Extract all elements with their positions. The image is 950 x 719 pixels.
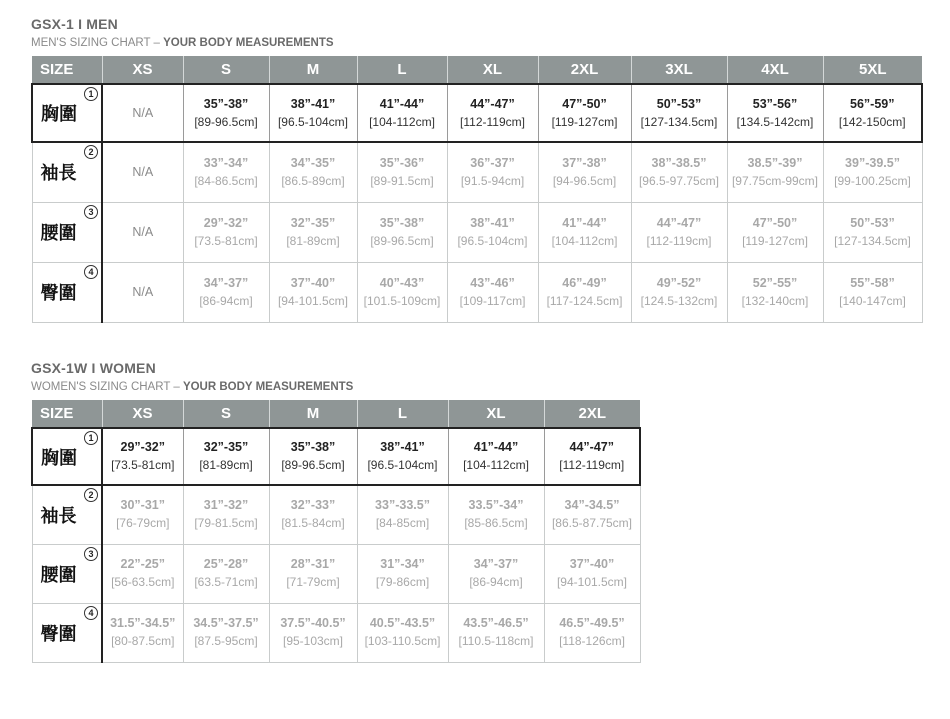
not-available: N/A xyxy=(132,225,154,239)
size-cell xyxy=(269,603,357,662)
cm-range: [89-96.5cm] xyxy=(370,233,434,248)
measurement-number-badge: 4 xyxy=(84,265,98,279)
inch-range: 43.5”-46.5” xyxy=(463,616,529,630)
inch-range: 34”-34.5” xyxy=(564,498,620,513)
table-row xyxy=(32,262,922,322)
cm-range: [56-63.5cm] xyxy=(111,575,175,589)
inch-range: 29”-32” xyxy=(120,440,165,454)
cm-range: [117-124.5cm] xyxy=(546,293,623,308)
cm-range: [73.5-81cm] xyxy=(194,233,258,248)
inch-range: 37”-40” xyxy=(290,275,336,290)
cm-range: [96.5-104cm] xyxy=(457,233,528,248)
cm-range: [89-91.5cm] xyxy=(370,173,434,188)
size-cell xyxy=(357,428,448,485)
inch-range: 33”-33.5” xyxy=(375,498,430,513)
measurement-number-badge: 1 xyxy=(84,87,98,101)
size-cell xyxy=(357,544,448,603)
cm-range: [142-150cm] xyxy=(838,114,906,129)
cm-range: [132-140cm] xyxy=(741,293,809,308)
measurement-label xyxy=(32,485,102,544)
inch-range: 30”-31” xyxy=(120,498,165,513)
size-cell xyxy=(269,544,357,603)
not-available: N/A xyxy=(132,106,154,120)
cm-range: [86.5-89cm] xyxy=(281,173,345,188)
size-cell xyxy=(183,485,269,544)
measurement-label xyxy=(32,428,102,485)
inch-range: 28”-31” xyxy=(290,557,336,571)
measurement-name: 臀圍 xyxy=(40,283,77,303)
measurement-number-badge: 3 xyxy=(84,205,98,219)
cm-range: [81-89cm] xyxy=(286,233,340,248)
cm-range: [110.5-118cm] xyxy=(458,634,534,648)
cm-range: [112-119cm] xyxy=(559,458,625,472)
size-cell xyxy=(357,603,448,662)
inch-range: 33.5”-34” xyxy=(468,498,524,513)
measurement-number-badge: 2 xyxy=(84,488,98,502)
inch-range: 33”-34” xyxy=(203,155,249,170)
cm-range: [89-96.5cm] xyxy=(281,458,345,472)
cm-range: [91.5-94cm] xyxy=(460,173,525,188)
size-cell xyxy=(631,262,727,322)
cm-range: [119-127cm] xyxy=(551,114,618,129)
size-cell xyxy=(631,202,727,262)
size-cell xyxy=(102,485,183,544)
inch-range: 39”-39.5” xyxy=(845,155,900,170)
cm-range: [104-112cm] xyxy=(369,114,435,129)
size-cell xyxy=(448,485,544,544)
cm-range: [95-103cm] xyxy=(282,634,344,648)
inch-range: 40.5”-43.5” xyxy=(369,616,436,630)
inch-range: 56”-59” xyxy=(850,96,895,111)
cm-range: [85-86.5cm] xyxy=(464,516,528,531)
size-col-header: XL xyxy=(448,400,544,428)
size-cell xyxy=(183,603,269,662)
size-cell xyxy=(823,202,922,262)
size-cell xyxy=(183,142,269,202)
inch-range: 38”-41” xyxy=(380,440,425,454)
inch-range: 40”-43” xyxy=(379,275,425,290)
size-cell xyxy=(538,84,631,142)
women-header-row xyxy=(32,400,640,428)
men-title: GSX-1 I MEN xyxy=(31,16,118,32)
cm-range: [89-96.5cm] xyxy=(194,114,258,129)
measurement-name: 臀圍 xyxy=(40,623,77,644)
cm-range: [99-100.25cm] xyxy=(834,173,911,188)
men-header-row xyxy=(32,56,922,84)
cm-range: [112-119cm] xyxy=(646,233,712,248)
women-section xyxy=(31,360,641,663)
size-cell xyxy=(727,202,823,262)
inch-range: 31”-34” xyxy=(380,557,425,571)
men-subtitle-prefix: MEN'S SIZING CHART – xyxy=(31,37,164,49)
inch-range: 35”-38” xyxy=(203,96,249,111)
cm-range: [79-86cm] xyxy=(375,575,430,589)
cm-range: [104-112cm] xyxy=(551,233,618,248)
size-cell xyxy=(538,202,631,262)
size-col-header: XS xyxy=(102,400,183,428)
men-subtitle xyxy=(31,36,923,50)
size-col-header: L xyxy=(357,56,447,84)
measurement-label xyxy=(32,603,102,662)
size-cell xyxy=(447,84,538,142)
size-cell xyxy=(538,262,631,322)
size-cell xyxy=(102,603,183,662)
cm-range: [80-87.5cm] xyxy=(111,634,175,648)
size-col-header: S xyxy=(183,56,269,84)
size-cell xyxy=(102,142,183,202)
size-cell xyxy=(102,544,183,603)
measurement-number-badge: 4 xyxy=(84,606,98,620)
measurement-name: 腰圍 xyxy=(40,564,77,585)
inch-range: 38”-41” xyxy=(290,96,336,111)
cm-range: [86-94cm] xyxy=(199,293,253,308)
measurement-name: 腰圍 xyxy=(40,223,77,243)
cm-range: [124.5-132cm] xyxy=(640,293,718,308)
measurement-label xyxy=(32,202,102,262)
cm-range: [96.5-104cm] xyxy=(367,458,438,472)
size-col-header: L xyxy=(357,400,448,428)
cm-range: [71-79cm] xyxy=(286,575,340,589)
size-cell xyxy=(447,202,538,262)
women-subtitle xyxy=(31,380,641,394)
size-cell xyxy=(544,428,640,485)
measurement-number-badge: 1 xyxy=(84,431,98,445)
size-cell xyxy=(823,142,922,202)
table-row xyxy=(32,544,640,603)
inch-range: 50”-53” xyxy=(656,96,702,111)
inch-range: 44”-47” xyxy=(470,96,515,111)
cm-range: [96.5-104cm] xyxy=(277,114,349,129)
size-cell xyxy=(727,262,823,322)
cm-range: [94-101.5cm] xyxy=(277,293,349,308)
cm-range: [63.5-71cm] xyxy=(194,575,258,589)
measurement-name: 胸圍 xyxy=(41,104,77,124)
table-row xyxy=(32,142,922,202)
inch-range: 37”-38” xyxy=(562,155,607,170)
inch-range: 31.5”-34.5” xyxy=(110,616,176,630)
size-col-header: XL xyxy=(447,56,538,84)
size-col-header: 3XL xyxy=(631,56,727,84)
cm-range: [103-110.5cm] xyxy=(364,634,441,648)
size-col-header: 5XL xyxy=(823,56,922,84)
table-row xyxy=(32,202,922,262)
size-col-header: 2XL xyxy=(544,400,640,428)
size-cell xyxy=(102,202,183,262)
inch-range: 47”-50” xyxy=(752,215,798,230)
measurement-name: 胸圍 xyxy=(41,447,77,468)
inch-range: 44”-47” xyxy=(656,215,702,230)
size-cell xyxy=(448,603,544,662)
inch-range: 53”-56” xyxy=(752,96,798,111)
women-size-table xyxy=(31,400,641,663)
cm-range: [104-112cm] xyxy=(463,458,529,472)
inch-range: 32”-35” xyxy=(203,440,249,454)
cm-range: [84-86.5cm] xyxy=(194,173,258,188)
cm-range: [101.5-109cm] xyxy=(363,293,441,308)
size-cell xyxy=(269,428,357,485)
cm-range: [79-81.5cm] xyxy=(194,516,258,531)
inch-range: 55”-58” xyxy=(850,275,895,290)
table-row xyxy=(32,485,640,544)
size-cell xyxy=(538,142,631,202)
size-cell xyxy=(269,142,357,202)
size-col-header: XS xyxy=(102,56,183,84)
size-cell xyxy=(448,428,544,485)
inch-range: 34”-37” xyxy=(203,275,249,290)
size-cell xyxy=(544,485,640,544)
inch-range: 34”-37” xyxy=(473,557,519,571)
size-cell xyxy=(631,142,727,202)
size-cell xyxy=(357,262,447,322)
inch-range: 41”-44” xyxy=(473,440,519,454)
women-title: GSX-1W I WOMEN xyxy=(31,360,156,376)
inch-range: 29”-32” xyxy=(203,215,249,230)
cm-range: [94-96.5cm] xyxy=(552,173,617,188)
men-size-table xyxy=(31,56,923,323)
size-cell xyxy=(183,544,269,603)
size-cell xyxy=(631,84,727,142)
measurement-name: 袖長 xyxy=(40,505,77,526)
size-cell xyxy=(448,544,544,603)
inch-range: 50”-53” xyxy=(850,215,895,230)
cm-range: [81.5-84cm] xyxy=(281,516,345,531)
size-cell xyxy=(357,84,447,142)
inch-range: 37”-40” xyxy=(569,557,615,571)
size-col-header: M xyxy=(269,56,357,84)
size-col-header: 4XL xyxy=(727,56,823,84)
inch-range: 25”-28” xyxy=(203,557,249,571)
cm-range: [86.5-87.75cm] xyxy=(551,516,633,531)
women-subtitle-prefix: WOMEN'S SIZING CHART – xyxy=(31,381,183,393)
size-cell xyxy=(823,262,922,322)
inch-range: 46.5”-49.5” xyxy=(559,616,625,630)
size-col-header: S xyxy=(183,400,269,428)
measurement-label xyxy=(32,262,102,322)
cm-range: [112-119cm] xyxy=(460,114,525,129)
inch-range: 35”-38” xyxy=(379,215,425,230)
cm-range: [134.5-142cm] xyxy=(736,114,814,129)
cm-range: [86-94cm] xyxy=(469,575,523,589)
cm-range: [127-134.5cm] xyxy=(640,114,718,129)
inch-range: 22”-25” xyxy=(120,557,165,571)
cm-range: [94-101.5cm] xyxy=(556,575,628,589)
size-cell xyxy=(269,84,357,142)
inch-range: 32”-33” xyxy=(290,498,336,513)
cm-range: [119-127cm] xyxy=(742,233,808,248)
measurement-label xyxy=(32,84,102,142)
size-cell xyxy=(447,262,538,322)
inch-range: 44”-47” xyxy=(569,440,614,454)
table-row xyxy=(32,428,640,485)
inch-range: 47”-50” xyxy=(562,96,607,111)
inch-range: 46”-49” xyxy=(562,275,607,290)
size-cell xyxy=(823,84,922,142)
inch-range: 41”-44” xyxy=(562,215,607,230)
size-cell xyxy=(269,485,357,544)
size-cell xyxy=(102,84,183,142)
size-cell xyxy=(447,142,538,202)
measurement-name: 袖長 xyxy=(40,163,77,184)
size-cell xyxy=(727,84,823,142)
inch-range: 35”-38” xyxy=(290,440,336,454)
size-cell xyxy=(183,84,269,142)
measurement-number-badge: 2 xyxy=(84,145,98,159)
cm-range: [97.75cm-99cm] xyxy=(731,173,819,188)
size-cell xyxy=(357,202,447,262)
measurement-label xyxy=(32,544,102,603)
inch-range: 31”-32” xyxy=(203,498,249,513)
size-cell xyxy=(183,262,269,322)
size-col-header: 2XL xyxy=(538,56,631,84)
cm-range: [76-79cm] xyxy=(116,516,170,531)
size-col-header: M xyxy=(269,400,357,428)
size-cell xyxy=(102,262,183,322)
table-row xyxy=(32,603,640,662)
cm-range: [127-134.5cm] xyxy=(834,233,911,248)
inch-range: 38”-41” xyxy=(470,215,515,230)
inch-range: 34”-35” xyxy=(290,155,336,170)
cm-range: [109-117cm] xyxy=(459,293,526,308)
size-cell xyxy=(102,428,183,485)
inch-range: 52”-55” xyxy=(752,275,798,290)
size-header: SIZE xyxy=(32,400,102,428)
size-cell xyxy=(183,428,269,485)
inch-range: 41”-44” xyxy=(379,96,425,111)
cm-range: [140-147cm] xyxy=(839,293,906,308)
inch-range: 38.5”-39” xyxy=(747,155,803,170)
cm-range: [84-85cm] xyxy=(375,516,430,531)
table-row xyxy=(32,84,922,142)
measurement-label xyxy=(32,142,102,202)
cm-range: [118-126cm] xyxy=(559,634,625,648)
not-available: N/A xyxy=(132,165,154,180)
size-cell xyxy=(544,544,640,603)
men-section xyxy=(31,16,923,323)
size-cell xyxy=(727,142,823,202)
inch-range: 35”-36” xyxy=(379,155,425,170)
inch-range: 43”-46” xyxy=(470,275,515,290)
inch-range: 49”-52” xyxy=(656,275,702,290)
size-header: SIZE xyxy=(32,56,102,84)
size-cell xyxy=(544,603,640,662)
size-cell xyxy=(269,202,357,262)
women-subtitle-bold: YOUR BODY MEASUREMENTS xyxy=(182,381,354,393)
inch-range: 37.5”-40.5” xyxy=(280,616,346,630)
inch-range: 38”-38.5” xyxy=(651,155,707,170)
cm-range: [73.5-81cm] xyxy=(111,458,175,472)
inch-range: 36”-37” xyxy=(470,155,515,170)
not-available: N/A xyxy=(132,285,154,299)
measurement-number-badge: 3 xyxy=(84,547,98,561)
size-cell xyxy=(357,485,448,544)
inch-range: 32”-35” xyxy=(290,215,336,230)
inch-range: 34.5”-37.5” xyxy=(193,616,259,630)
size-cell xyxy=(183,202,269,262)
size-cell xyxy=(269,262,357,322)
cm-range: [87.5-95cm] xyxy=(194,634,258,648)
size-cell xyxy=(357,142,447,202)
cm-range: [96.5-97.75cm] xyxy=(638,173,720,188)
men-subtitle-bold: YOUR BODY MEASUREMENTS xyxy=(163,37,334,49)
cm-range: [81-89cm] xyxy=(199,458,253,472)
